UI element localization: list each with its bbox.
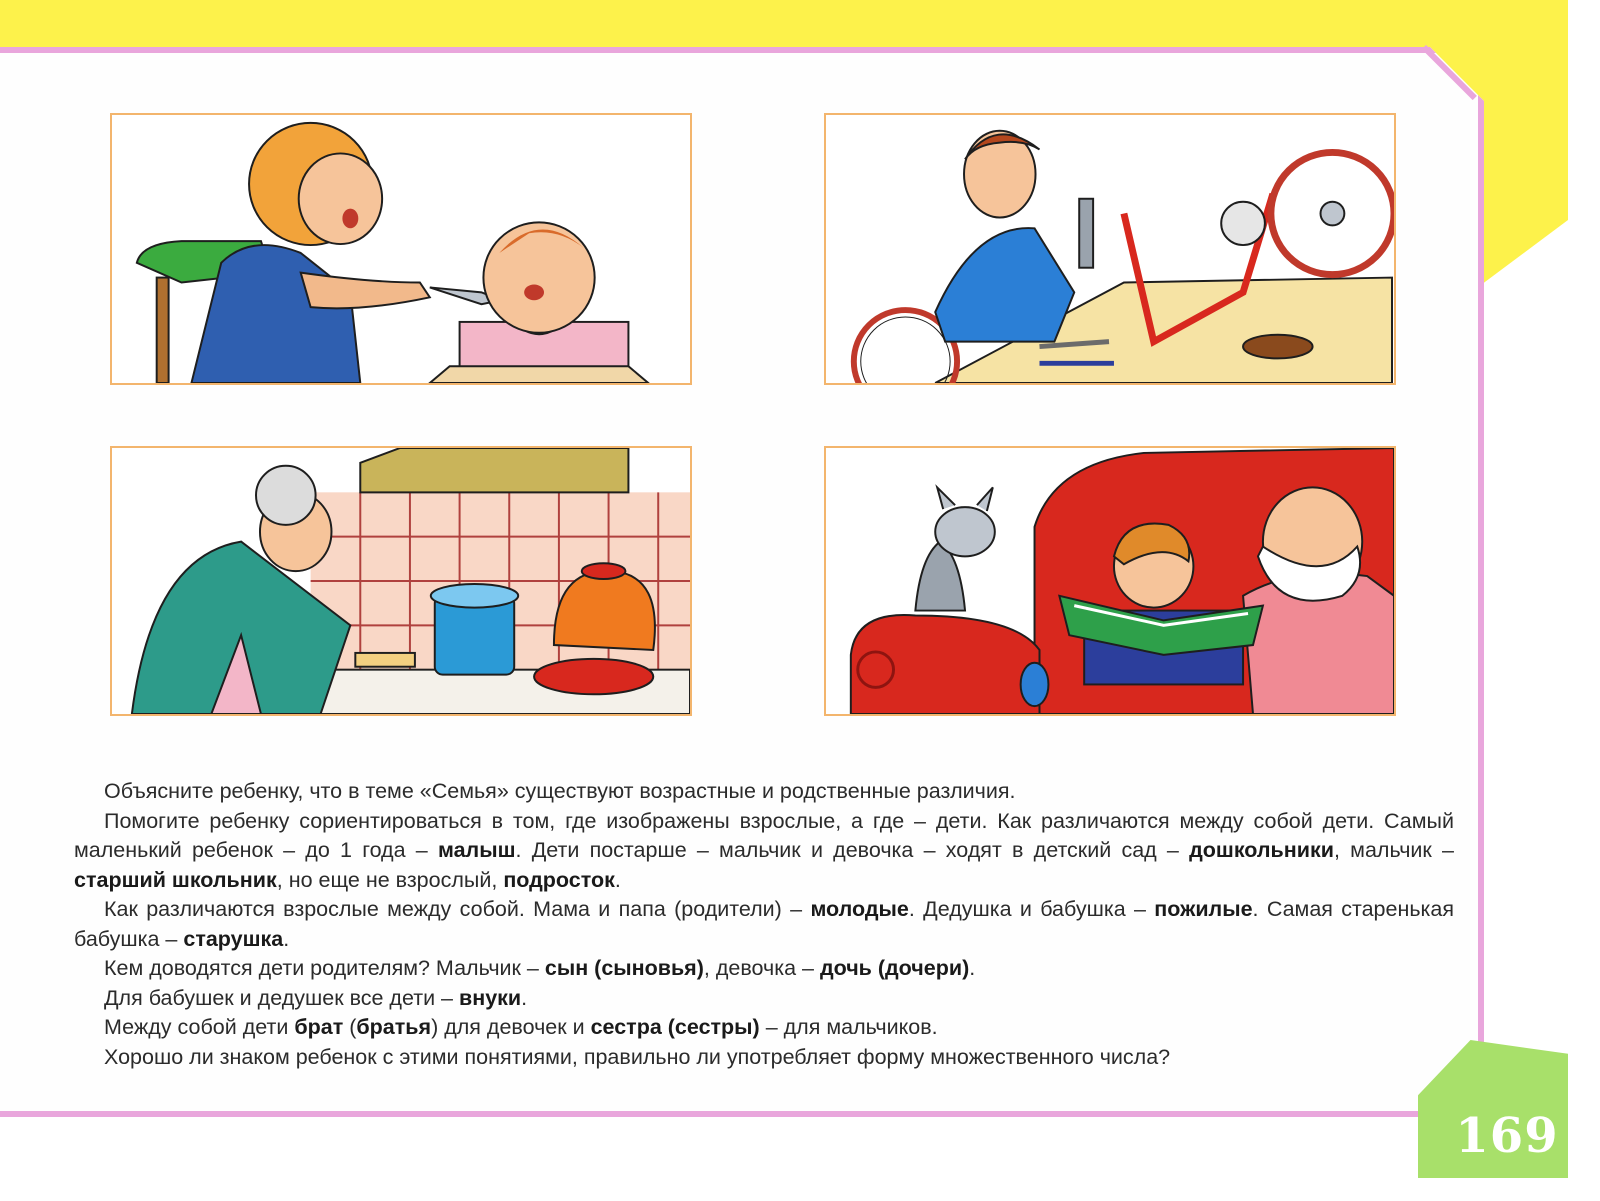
term-malysh: малыш (437, 838, 516, 862)
text-run: . (283, 926, 290, 951)
term-podrostok: подросток (503, 867, 615, 892)
text-run: Объясните ребенку, что в теме «Семья» существуют возрастные и родственные различия. (104, 779, 1016, 803)
text-run: . Дедушка и бабушка – (908, 897, 1155, 921)
text-run: Хорошо ли знаком ребенок с этими понятиями, правильно ли употребляет форму множественного числа? (104, 1044, 1171, 1069)
paragraph (74, 1043, 1454, 1073)
text-run: – для мальчиков. (759, 1015, 938, 1039)
illustration-mother-feeding-baby (110, 113, 692, 385)
text-run: . (614, 867, 621, 892)
text-run: . (969, 956, 976, 980)
text-run: Для бабушек и дедушек все дети – (104, 985, 459, 1010)
text-run: . Дети постарше – мальчик и девочка – ходят в детский сад – (515, 838, 1190, 862)
paragraph (74, 895, 1454, 954)
term-starushka: старушка (183, 926, 284, 951)
text-run: Помогите ребенку сориентироваться в том, где изображены взрослые, а где – дети. Как различаются между собой дети. Самый маленький ребенок – до 1 года – (74, 808, 1454, 862)
text-run: ) для девочек и (431, 1015, 591, 1039)
text-run: Между собой дети (104, 1015, 295, 1039)
term-molodye: молодые (810, 897, 909, 921)
text-run: , девочка – (703, 956, 820, 980)
paragraph (74, 954, 1454, 984)
term-pozhilye: пожилые (1154, 897, 1253, 921)
term-sestra: сестра (сестры) (590, 1015, 760, 1039)
illustration-grandfather-reading-with-grandson (824, 446, 1396, 716)
text-run: ( (343, 1015, 357, 1039)
term-doch: дочь (дочери) (819, 956, 970, 980)
paragraph (74, 984, 1454, 1014)
illustration-grandmother-cooking (110, 446, 692, 716)
term-doshkolniki: дошкольники (1189, 838, 1334, 862)
text-run: . Самая старенькая бабушка – (74, 897, 1455, 951)
term-syn: сын (сыновья) (544, 956, 704, 980)
page-number: 169 (1455, 1108, 1559, 1164)
term-brat: брат (294, 1015, 344, 1039)
text-run: Как различаются взрослые между собой. Мама и папа (родители) – (104, 897, 811, 921)
term-bratya: братья (356, 1015, 432, 1039)
paragraph (74, 777, 1454, 807)
illustration-father-repairing-bicycle (824, 113, 1396, 385)
instruction-text (74, 777, 1454, 1072)
term-starshiy-shkolnik: старший школьник (74, 867, 277, 892)
text-run: Кем доводятся дети родителям? Мальчик – (104, 956, 545, 980)
paragraph (74, 1013, 1454, 1043)
text-run: . (521, 985, 528, 1010)
term-vnuki: внуки (458, 985, 522, 1010)
paragraph (74, 807, 1454, 896)
text-run: , мальчик – (1333, 838, 1455, 862)
text-run: , но еще не взрослый, (276, 867, 504, 892)
